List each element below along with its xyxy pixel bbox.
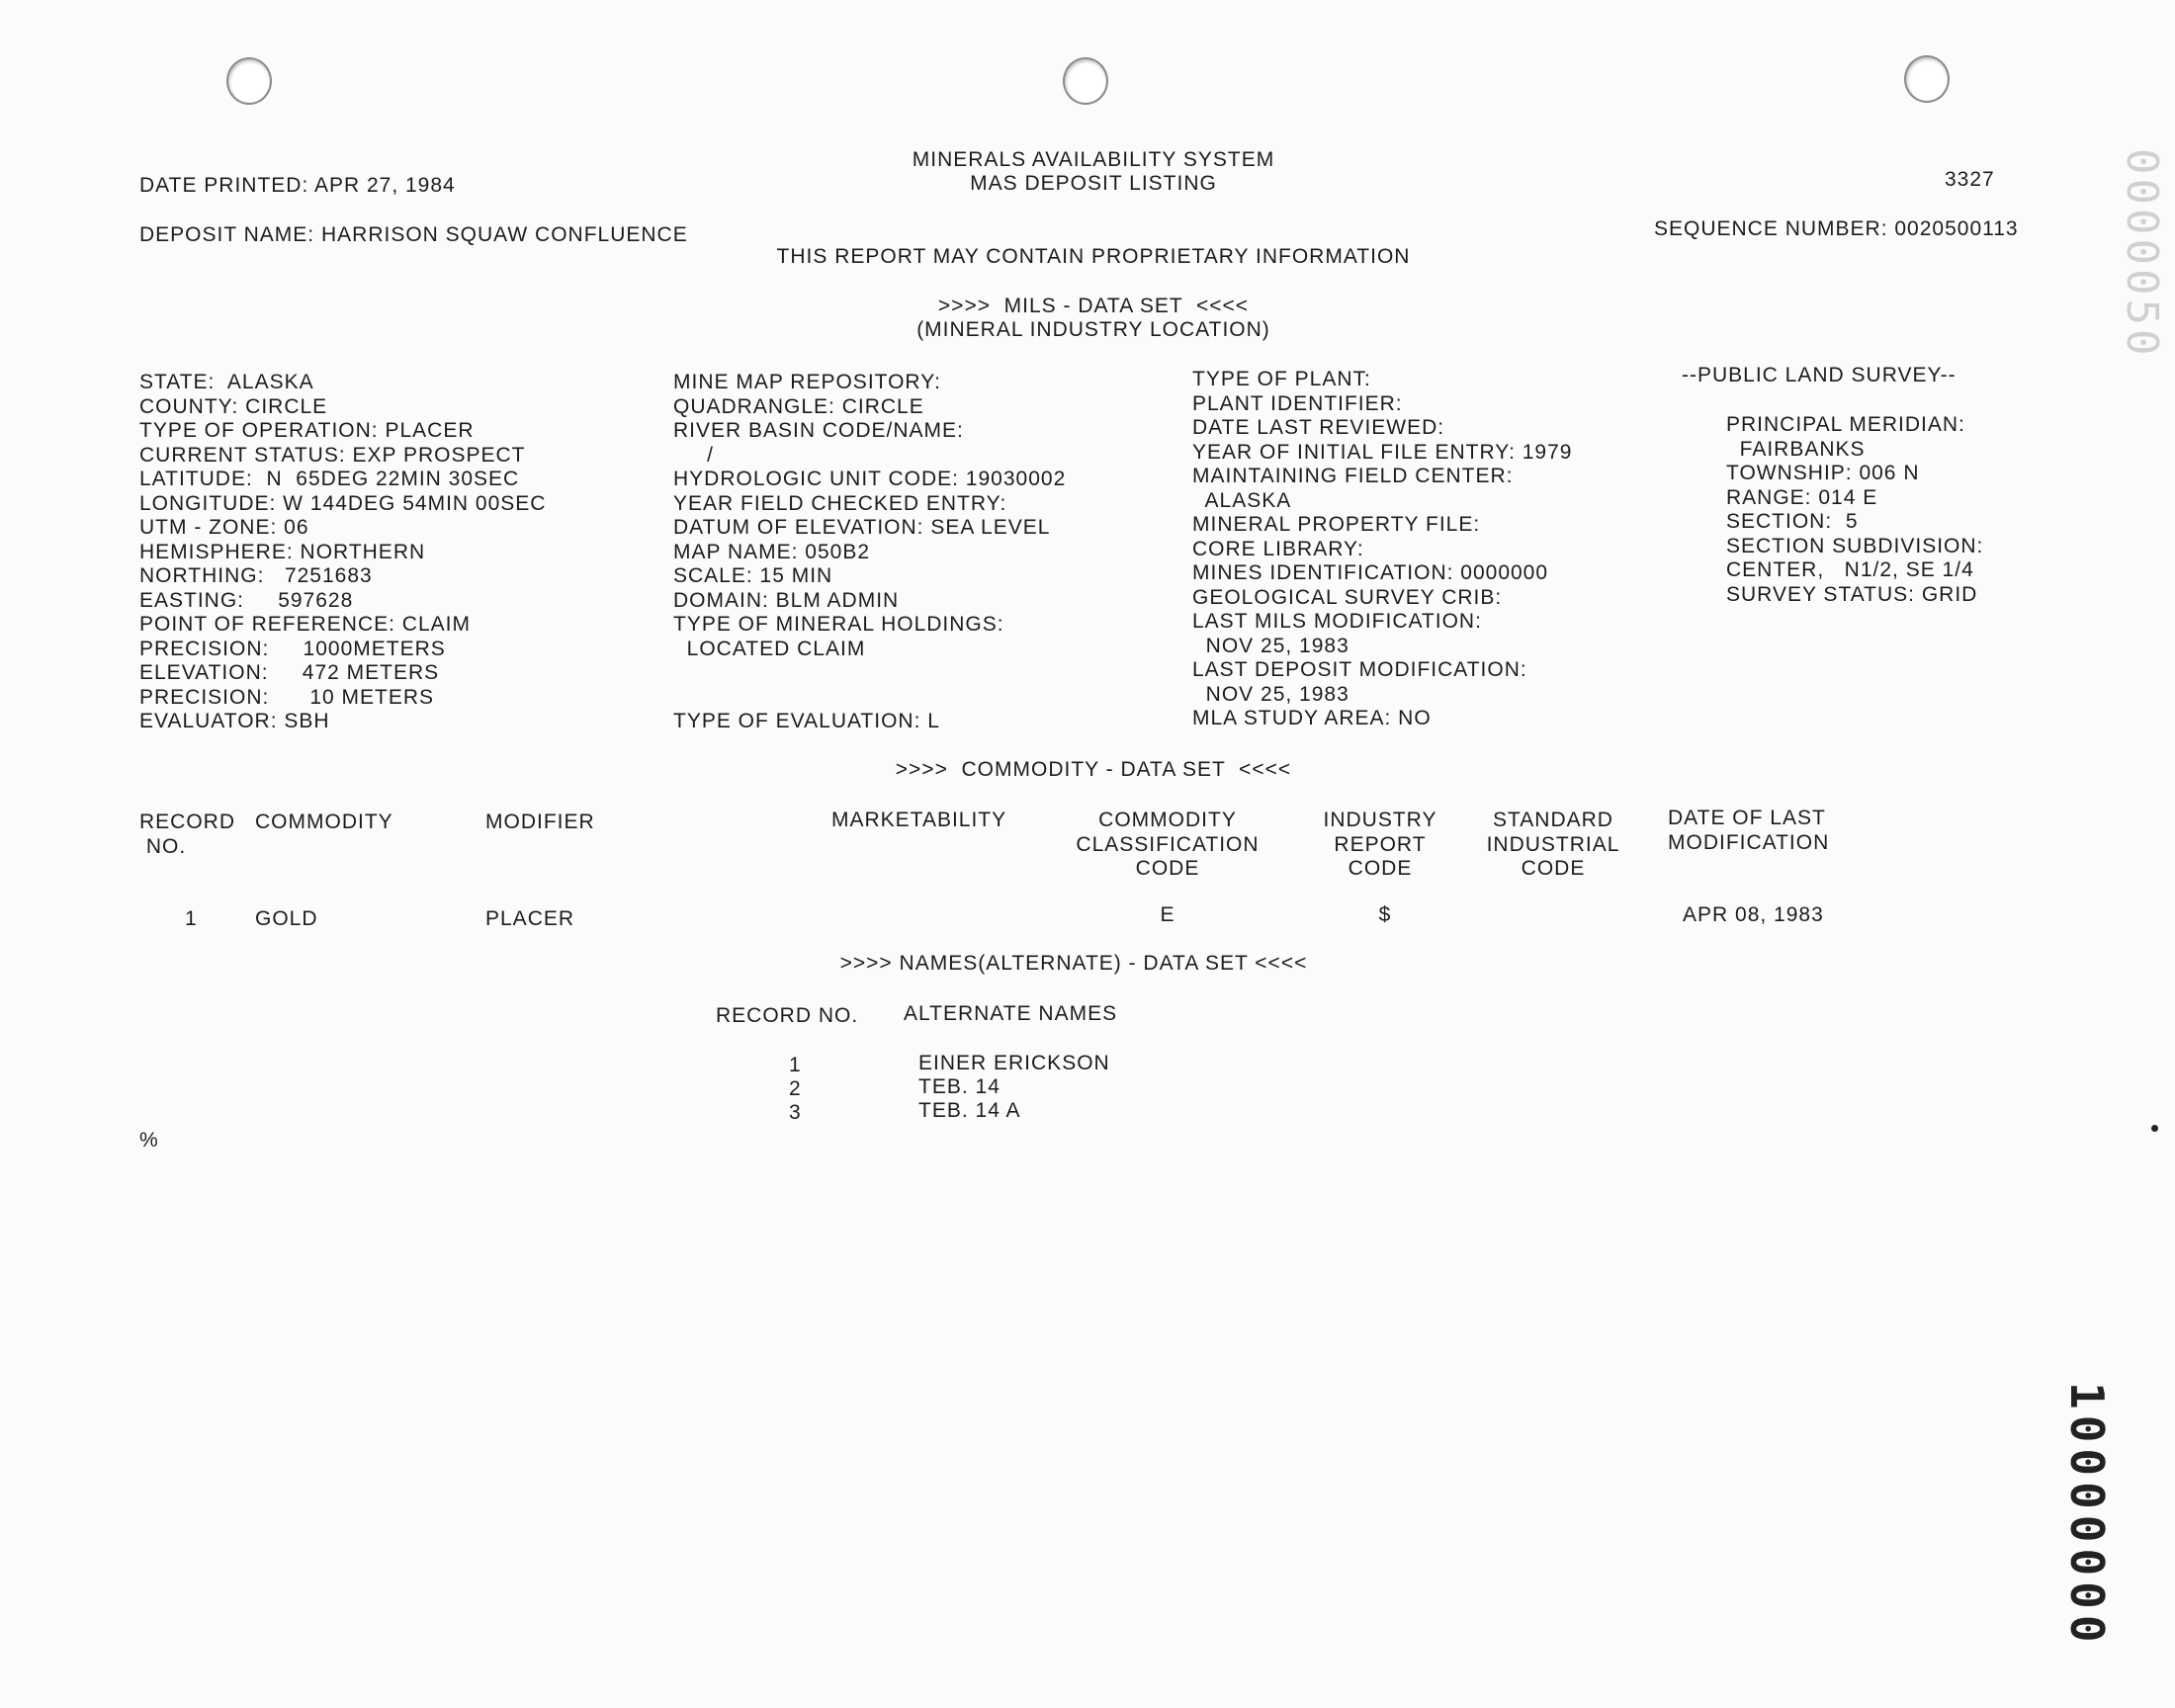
blank-line (673, 686, 1066, 711)
field-point-of-reference: POINT OF REFERENCE: CLAIM (139, 613, 471, 636)
names-header-record: RECORD NO. (716, 1004, 859, 1027)
commodity-header-modifier: MODIFIER (485, 811, 595, 833)
field-date-last-reviewed: DATE LAST REVIEWED: (1192, 416, 1445, 439)
alternate-name: TEB. 14 A (918, 1099, 1021, 1122)
public-land-survey-column (1682, 364, 1957, 412)
field-section: SECTION: 5 (1726, 510, 1859, 533)
field-precision-location: PRECISION: 1000METERS (139, 637, 446, 660)
commodity-marketability (831, 907, 838, 932)
field-mines-identification: MINES IDENTIFICATION: 0000000 (1192, 561, 1549, 584)
field-mla-study-area: MLA STUDY AREA: NO (1192, 707, 1432, 729)
commodity-record-no: 1 (185, 907, 198, 930)
alternate-name: TEB. 14 (918, 1075, 1000, 1098)
field-scale: SCALE: 15 MIN (673, 564, 833, 587)
commodity-industry-code: $ (1378, 903, 1392, 926)
field-hemisphere: HEMISPHERE: NORTHERN (139, 540, 426, 563)
field-type-of-mineral-holdings: TYPE OF MINERAL HOLDINGS: (673, 613, 1004, 636)
commodity-name: GOLD (255, 907, 318, 930)
field-precision-elevation: PRECISION: 10 METERS (139, 685, 435, 709)
field-last-mils-modification-date: NOV 25, 1983 (1192, 634, 1349, 657)
mils-map-column (673, 371, 1066, 734)
stray-dot (2151, 1125, 2158, 1132)
field-last-deposit-modification: LAST DEPOSIT MODIFICATION: (1192, 658, 1527, 681)
field-river-basin-value: / (673, 443, 715, 467)
blank-line (1682, 388, 1957, 413)
public-land-survey-fields (1726, 413, 1983, 607)
field-quadrangle: QUADRANGLE: CIRCLE (673, 394, 924, 418)
names-header-alternate: ALTERNATE NAMES (904, 1002, 1118, 1025)
faint-side-number: 0000050 (2117, 148, 2167, 360)
field-last-deposit-modification-date: NOV 25, 1983 (1192, 682, 1349, 706)
field-principal-meridian-value: FAIRBANKS (1726, 437, 1866, 461)
field-field-center-value: ALASKA (1192, 488, 1292, 512)
field-elevation: ELEVATION: 472 METERS (139, 661, 440, 684)
field-last-mils-modification: LAST MILS MODIFICATION: (1192, 610, 1482, 633)
field-section-subdivision: SECTION SUBDIVISION: (1726, 534, 1984, 557)
punch-hole-left (226, 57, 272, 105)
names-section-title: >>>> NAMES(ALTERNATE) - DATA SET <<<< (839, 952, 1308, 975)
field-domain: DOMAIN: BLM ADMIN (673, 588, 900, 612)
field-evaluator: EVALUATOR: SBH (139, 710, 330, 732)
field-utm-zone: UTM - ZONE: 06 (139, 516, 309, 539)
field-current-status: CURRENT STATUS: EXP PROSPECT (139, 443, 526, 467)
field-type-of-evaluation: TYPE OF EVALUATION: L (673, 710, 940, 732)
alternate-name-record: 3 (789, 1101, 802, 1124)
field-principal-meridian: PRINCIPAL MERIDIAN: (1726, 413, 1965, 436)
page-code: 3327 (1945, 168, 1995, 191)
field-mineral-property-file: MINERAL PROPERTY FILE: (1192, 513, 1481, 536)
mils-section-subtitle: (MINERAL INDUSTRY LOCATION) (916, 318, 1270, 341)
commodity-header-date-modification: DATE OF LAST MODIFICATION (1668, 807, 1830, 854)
commodity-header-marketability: MARKETABILITY (831, 809, 1007, 831)
punch-hole-center (1063, 57, 1108, 105)
commodity-header-sic: STANDARD INDUSTRIAL CODE (1486, 809, 1620, 880)
alternate-name-record: 1 (789, 1054, 802, 1076)
deposit-name: DEPOSIT NAME: HARRISON SQUAW CONFLUENCE (139, 223, 688, 246)
field-type-of-operation: TYPE OF OPERATION: PLACER (139, 419, 475, 442)
field-year-initial-entry: YEAR OF INITIAL FILE ENTRY: 1979 (1192, 440, 1573, 464)
commodity-header-commodity: COMMODITY (255, 811, 393, 833)
field-plant-identifier: PLANT IDENTIFIER: (1192, 391, 1403, 415)
stamp-side-number: 10000000 (2060, 1382, 2114, 1649)
field-mineral-holdings-value: LOCATED CLAIM (673, 637, 866, 660)
field-county: COUNTY: CIRCLE (139, 394, 328, 418)
commodity-section-title: >>>> COMMODITY - DATA SET <<<< (895, 758, 1292, 781)
public-land-survey-heading: --PUBLIC LAND SURVEY-- (1682, 364, 1957, 386)
field-hydrologic-unit-code: HYDROLOGIC UNIT CODE: 19030002 (673, 468, 1067, 490)
mils-plant-column (1192, 368, 1572, 731)
field-survey-status: SURVEY STATUS: GRID (1726, 582, 1978, 606)
mils-section-title: >>>> MILS - DATA SET <<<< (937, 295, 1250, 317)
commodity-header-record: RECORD NO. (139, 811, 236, 858)
field-range: RANGE: 014 E (1726, 485, 1878, 509)
alternate-name: EINER ERICKSON (918, 1052, 1110, 1074)
commodity-sic-code (1519, 903, 1588, 928)
commodity-modifier: PLACER (485, 907, 575, 930)
commodity-header-classification: COMMODITY CLASSIFICATION CODE (1076, 809, 1260, 880)
field-datum-of-elevation: DATUM OF ELEVATION: SEA LEVEL (673, 516, 1051, 539)
alternate-name-record: 2 (789, 1077, 802, 1100)
field-easting: EASTING: 597628 (139, 588, 354, 612)
field-geological-survey-crib: GEOLOGICAL SURVEY CRIB: (1192, 585, 1503, 609)
footer-mark: % (139, 1129, 159, 1152)
field-northing: NORTHING: 7251683 (139, 564, 373, 587)
field-year-field-checked: YEAR FIELD CHECKED ENTRY: (673, 491, 1007, 515)
field-township: TOWNSHIP: 006 N (1726, 462, 1920, 484)
commodity-date-modification: APR 08, 1983 (1683, 903, 1824, 926)
field-maintaining-field-center: MAINTAINING FIELD CENTER: (1192, 465, 1514, 487)
listing-title: MAS DEPOSIT LISTING (970, 172, 1217, 195)
blank-line (673, 661, 1066, 686)
punch-hole-right (1904, 55, 1950, 103)
date-printed: DATE PRINTED: APR 27, 1984 (139, 174, 456, 197)
field-mine-map-repository: MINE MAP REPOSITORY: (673, 371, 941, 393)
proprietary-notice: THIS REPORT MAY CONTAIN PROPRIETARY INFORMATION (776, 245, 1411, 268)
mils-location-column (139, 371, 546, 734)
commodity-classification-code: E (1160, 903, 1175, 926)
field-type-of-plant: TYPE OF PLANT: (1192, 368, 1371, 390)
field-state: STATE: ALASKA (139, 371, 314, 393)
field-river-basin: RIVER BASIN CODE/NAME: (673, 419, 964, 442)
field-core-library: CORE LIBRARY: (1192, 537, 1364, 560)
field-section-subdivision-value: CENTER, N1/2, SE 1/4 (1726, 558, 1974, 581)
commodity-header-industry: INDUSTRY REPORT CODE (1323, 809, 1437, 880)
sequence-number: SEQUENCE NUMBER: 0020500113 (1654, 217, 2019, 240)
field-longitude: LONGITUDE: W 144DEG 54MIN 00SEC (139, 491, 547, 515)
field-map-name: MAP NAME: 050B2 (673, 540, 871, 563)
field-latitude: LATITUDE: N 65DEG 22MIN 30SEC (139, 468, 520, 490)
system-title: MINERALS AVAILABILITY SYSTEM (912, 148, 1275, 171)
